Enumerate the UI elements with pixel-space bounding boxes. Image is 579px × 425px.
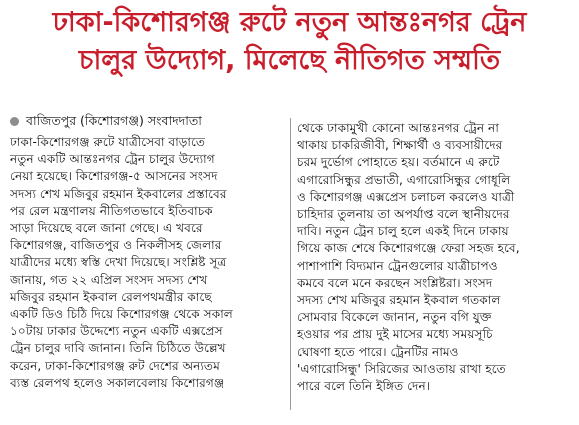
right-column-text <box>297 120 571 395</box>
text-line: চাহিদার তুলনায় তা অপর্যাপ্ত বলে স্থানীয়দের <box>297 207 510 222</box>
text-line: সদস্য শেখ মজিবুর রহমান ইকবাল গতকাল <box>297 293 501 308</box>
text-line: এগারোসিন্ধুর প্রভাতী, এগারোসিন্ধুর গোধূলি <box>297 172 511 187</box>
text-line: ট্রেন চালুর দাবি জানান। তিনি চিঠিতে উল্লেখ <box>10 341 226 356</box>
byline-text: বাজিতপুর (কিশোরগঞ্জ) সংবাদদাতা <box>26 113 202 128</box>
bullet-icon <box>10 117 19 126</box>
article-body <box>10 112 571 418</box>
text-line: গিয়ে কাজ শেষে কিশোরগঞ্জে ফেরা সহজ হবে, <box>297 241 520 256</box>
text-line: সাড়া দিয়েছে বলে জানা গেছে। এ খবরে <box>10 221 203 236</box>
text-line: একটি ডিও চিঠি দিয়ে কিশোরগঞ্জ থেকে সকাল <box>10 307 233 322</box>
column-divider <box>290 118 291 410</box>
text-line: সোমবার বিকেলে জানান, নতুন বগি যুক্ত <box>297 310 492 325</box>
text-line: ও কিশোরগঞ্জ এক্সপ্রেস চলাচল করলেও যাত্রী <box>297 189 515 204</box>
text-line: পারে বলে তিনি ইঙ্গিত দেন। <box>297 379 431 394</box>
left-column-text <box>10 134 284 392</box>
text-line: থাকায় চাকরিজীবী, শিক্ষার্থী ও ব্যবসায়ীদের <box>297 138 503 153</box>
headline <box>8 4 571 80</box>
text-line: সদস্য শেখ মজিবুর রহমান ইকবালের প্রস্তাবের <box>10 186 227 201</box>
text-line: ঘোষণা হতে পারে। ট্রেনটির নামও <box>297 344 459 359</box>
text-line: যাত্রীদের মধ্যে স্বস্তি দেখা দিয়েছে। সংশ্লিষ্ট সূত্র <box>10 255 227 270</box>
text-line: হওয়ার পর প্রায় দুই মাসের মধ্যে সময়সূচি <box>297 327 493 342</box>
text-line: কিশোরগঞ্জ, বাজিতপুর ও নিকলীসহ জেলার <box>10 238 222 253</box>
text-line: থেকে ঢাকামুখী কোনো আন্তঃনগর ট্রেন না <box>297 121 499 135</box>
text-line: 'এগারোসিন্ধু' সিরিজের আওতায় রাখা হতে <box>297 361 506 376</box>
right-column <box>297 120 571 395</box>
text-line: ১০টায় ঢাকার উদ্দেশ্যে নতুন একটি এক্সপ্রেস <box>10 324 223 339</box>
text-line: পর রেল মন্ত্রণালয় নীতিগতভাবে ইতিবাচক <box>10 203 213 218</box>
text-line: জানায়, গত ২২ এপ্রিল সংসদ সদস্য শেখ <box>10 272 208 287</box>
text-line: কমবে বলে মনে করছেন সংশ্লিষ্টরা। সংসদ <box>297 275 493 290</box>
headline-line-2: চালুর উদ্যোগ, মিলেছে নীতিগত সম্মতি <box>78 45 501 76</box>
text-line: নেয়া হয়েছে। কিশোরগঞ্জ-৫ আসনের সংসদ <box>10 169 218 184</box>
text-line: ঢাকা-কিশোরগঞ্জ রুটে যাত্রীসেবা বাড়াতে <box>10 135 206 149</box>
byline <box>10 112 284 130</box>
left-column <box>10 112 284 392</box>
text-line: চরম দুর্ভোগ পোহাতে হয়। বর্তমানে এ রুটে <box>297 155 500 170</box>
text-line: ব্যস্ত রেলপথ হলেও সকালবেলায় কিশোরগঞ্জ <box>10 375 225 390</box>
headline-line-1: ঢাকা-কিশোরগঞ্জ রুটে নতুন আন্তঃনগর ট্রেন <box>52 7 527 38</box>
text-line: করেন, ঢাকা-কিশোরগঞ্জ রুট দেশের অন্যতম <box>10 358 220 373</box>
text-line: পাশাপাশি বিদ্যমান ট্রেনগুলোর যাত্রীচাপও <box>297 258 498 273</box>
text-line: মজিবুর রহমান ইকবাল রেলপথমন্ত্রীর কাছে <box>10 289 212 304</box>
text-line: নতুন একটি আন্তঃনগর ট্রেন চালুর উদ্যোগ <box>10 152 215 167</box>
text-line: দাবি। নতুন ট্রেন চালু হলে একই দিনে ঢাকায় <box>297 224 509 239</box>
